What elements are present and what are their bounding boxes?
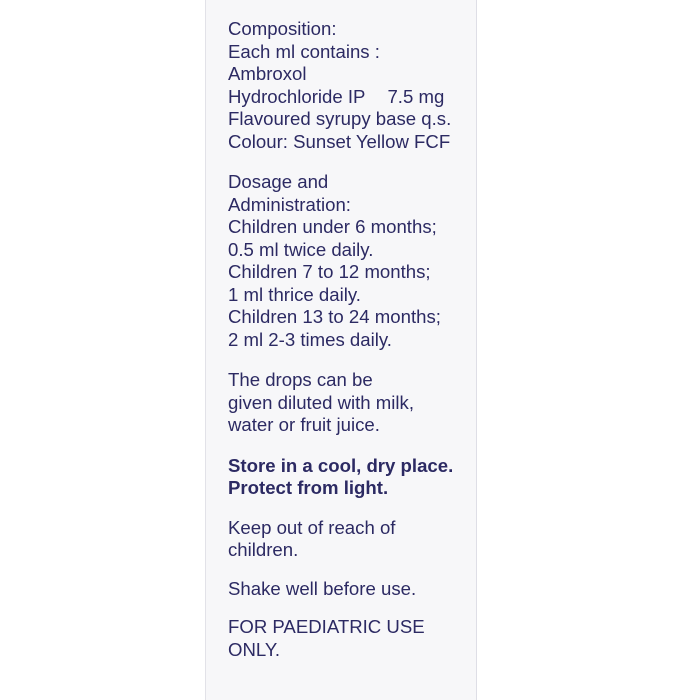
children-warning-line: children. <box>228 539 299 560</box>
dosage-line: Children 13 to 24 months; <box>228 306 441 327</box>
paediatric-section <box>228 616 473 661</box>
ingredient-name-line1: Ambroxol <box>228 63 307 84</box>
each-ml-line: Each ml contains : <box>228 40 380 62</box>
label-text <box>228 18 473 661</box>
ingredient-amount: 7.5 mg <box>387 85 445 107</box>
storage-line: Protect from light. <box>228 477 389 498</box>
ingredient-name-line2: Hydrochloride IP <box>228 85 366 107</box>
children-warning-line: Keep out of reach of <box>228 516 396 538</box>
paediatric-line: FOR PAEDIATRIC USE <box>228 616 425 637</box>
ingredient-row <box>228 86 473 109</box>
dilution-line: The drops can be <box>228 369 373 390</box>
children-warning-section <box>228 517 473 562</box>
dosage-line: Children 7 to 12 months; <box>228 261 431 282</box>
dosage-line: 2 ml 2-3 times daily. <box>228 328 392 350</box>
shake-section <box>228 578 473 601</box>
shake-line: Shake well before use. <box>228 577 417 599</box>
base-line: Flavoured syrupy base q.s. <box>228 108 452 129</box>
dilution-line: water or fruit juice. <box>228 414 380 435</box>
storage-line: Store in a cool, dry place. <box>228 454 454 476</box>
dilution-section <box>228 369 473 437</box>
dosage-line: 1 ml thrice daily. <box>228 283 361 305</box>
dilution-line: given diluted with milk, <box>228 391 415 413</box>
storage-section <box>228 455 473 500</box>
dosage-section <box>228 171 473 351</box>
composition-section <box>228 18 473 153</box>
paediatric-line: ONLY. <box>228 638 281 660</box>
dosage-line: 0.5 ml twice daily. <box>228 238 374 260</box>
dosage-line: Children under 6 months; <box>228 216 437 237</box>
colour-line: Colour: Sunset Yellow FCF <box>228 130 451 152</box>
dosage-heading-line2: Administration: <box>228 193 351 215</box>
composition-heading: Composition: <box>228 18 337 39</box>
dosage-heading-line1: Dosage and <box>228 171 329 192</box>
